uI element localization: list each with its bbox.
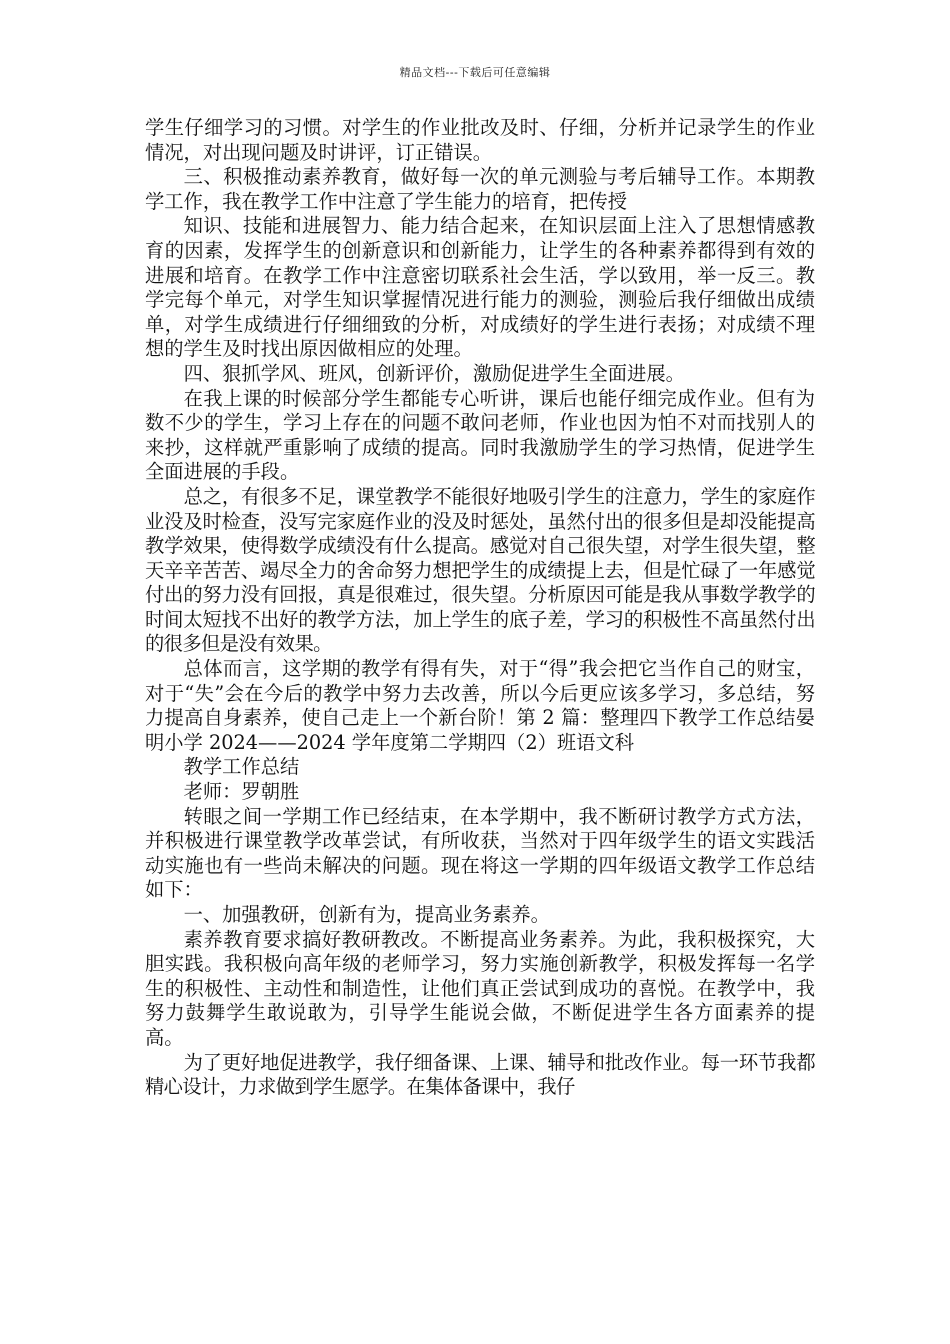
author-line: 老师：罗朝胜 [183, 780, 300, 804]
paragraph: 总体而言，这学期的教学有得有失，对于“得”我会把它当作自己的财宝，对于“失”会在今后的教学中努力去改善，所以今后更应该多学习，多总结，努力提高自身素养，使自己走上一个新台阶！第 2 篇：整理四下教学工作总结晏明小学 2024——2024 学年度第二学期四（2）班语文科 [145, 657, 815, 754]
page-header: 精品文档---下载后可任意编辑 [399, 66, 551, 79]
section-heading: 一、加强教研，创新有为，提高业务素养。 [183, 903, 550, 926]
document-body [145, 116, 815, 1100]
paragraph: 为了更好地促进教学，我仔细备课、上课、辅导和批改作业。每一环节我都精心设计，力求做到学生愿学。在集体备课中，我仔 [145, 1050, 815, 1099]
section-heading: 四、狠抓学风、班风，创新评价，激励促进学生全面进展。 [183, 361, 685, 385]
paragraph: 知识、技能和进展智力、能力结合起来，在知识层面上注入了思想情感教育的因素，发挥学生的创新意识和创新能力，让学生的各种素养都得到有效的进展和培育。在教学工作中注意密切联系社会生活，学以致用，举一反三。教学完每个单元，对学生知识掌握情况进行能力的测验，测验后我仔细做出成绩单，对学生成绩进行仔细细致的分析，对成绩好的学生进行表扬；对成绩不理想的学生及时找出原因做相应的处理。 [145, 214, 815, 361]
paragraph: 在我上课的时候部分学生都能专心听讲，课后也能仔细完成作业。但有为数不少的学生，学习上存在的问题不敢问老师，作业也因为怕不对而找别人的来抄，这样就严重影响了成绩的提高。同时我激励学生的学习热情，促进学生全面进展的手段。 [145, 386, 815, 484]
paragraph: 转眼之间一学期工作已经结束，在本学期中，我不断研讨教学方式方法，并积极进行课堂教学改革尝试，有所收获，当然对于四年级学生的语文实践活动实施也有一些尚未解决的问题。现在将这一学期的四年级语文教学工作总结如下： [145, 804, 815, 902]
document-subtitle: 教学工作总结 [183, 755, 300, 779]
paragraph: 三、积极推动素养教育，做好每一次的单元测验与考后辅导工作。本期教学工作，我在教学工作中注意了学生能力的培育，把传授 [145, 165, 815, 213]
paragraph: 总之，有很多不足，课堂教学不能很好地吸引学生的注意力，学生的家庭作业没及时检查，没写完家庭作业的没及时惩处，虽然付出的很多但是却没能提高教学效果，使得数学成绩没有什么提高。感觉对自己很失望，对学生很失望，整天辛辛苦苦、竭尽全力的舍命努力想把学生的成绩提上去，但是忙碌了一年感觉付出的努力没有回报，真是很难过，很失望。分析原因可能是我从事数学教学的时间太短找不出好的教学方法，加上学生的底子差，学习的积极性不高虽然付出的很多但是没有效果。 [145, 484, 815, 656]
paragraph: 学生仔细学习的习惯。对学生的作业批改及时、仔细，分析并记录学生的作业情况，对出现问题及时讲评，订正错误。 [145, 116, 815, 164]
paragraph: 素养教育要求搞好教研教改。不断提高业务素养。为此，我积极探究，大胆实践。我积极向高年级的老师学习，努力实施创新教学，积极发挥每一名学生的积极性、主动性和制造性，让他们真正尝试到成功的喜悦。在教学中，我努力鼓舞学生敢说敢为，引导学生能说会做，不断促进学生各方面素养的提高。 [145, 927, 815, 1049]
